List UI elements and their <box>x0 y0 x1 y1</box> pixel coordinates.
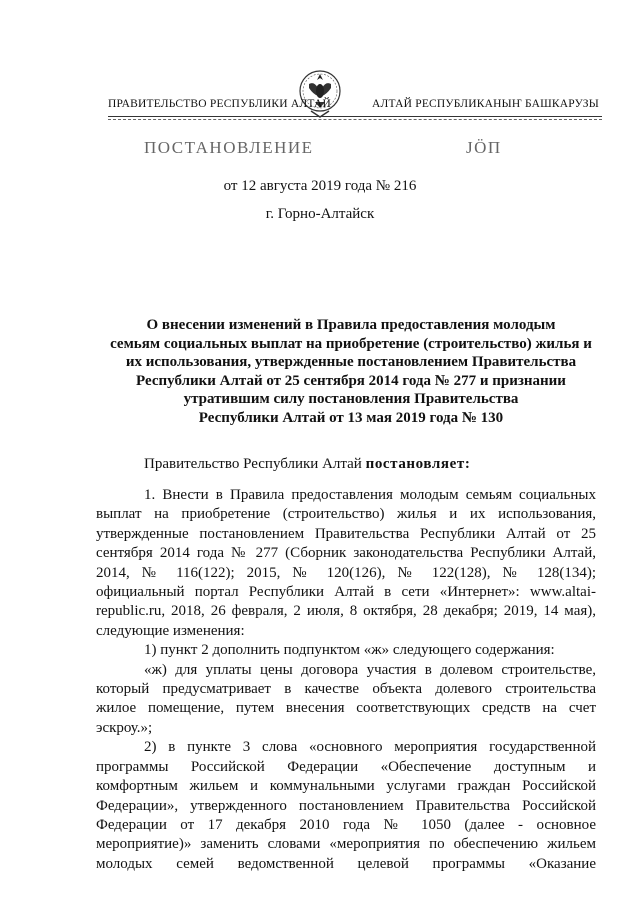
header-divider-secondary <box>108 119 602 120</box>
resolves-subject: Правительство Республики Алтай <box>144 456 362 472</box>
document-date-number: от 12 августа 2019 года № 216 <box>223 178 417 194</box>
body-line: выплат на приобретение (строительство) жилья и их использования, <box>96 506 596 523</box>
document-type: ПОСТАНОВЛЕНИЕ <box>144 138 314 157</box>
title-line: семьям социальных выплат на приобретение (строительство) жилья и <box>110 335 592 352</box>
body-line: сентября 2014 года № 277 (Сборник законодательства Республики Алтай, <box>96 545 596 562</box>
government-name-altai: АЛТАЙ РЕСПУБЛИКАНЫҤ БАШКАРУЗЫ <box>372 98 599 110</box>
body-line: 1) пункт 2 дополнить подпунктом «ж» следующего содержания: <box>144 642 555 659</box>
title-line: Республики Алтай от 25 сентября 2014 года № 277 и признании <box>136 372 566 389</box>
body-line: мероприятие)» заменить словами «мероприятия по обеспечению жильем <box>96 836 596 853</box>
body-line: официальный портал Республики Алтай в сети «Интернет»: www.altai- <box>96 584 596 601</box>
title-line: Республики Алтай от 13 мая 2019 года № 130 <box>198 409 504 426</box>
body-line: молодых семей ведомственной целевой программы «Оказание <box>96 855 596 872</box>
resolves-clause <box>144 456 470 473</box>
body-line: жилое помещение, путем внесения соответствующих средств на счет <box>96 700 596 717</box>
body-line: republic.ru, 2018, 26 февраля, 2 июля, 8 октября, 28 декабря; 2019, 14 мая), <box>96 603 596 620</box>
resolves-verb: постановляет: <box>365 456 471 472</box>
body-line: 2014, № 116(122); 2015, № 120(126), № 122(128), № 128(134); <box>96 564 596 581</box>
document-title <box>96 316 606 428</box>
body-line: Федерации от 17 декабря 2010 года № 1050 (далее - основное <box>96 816 596 833</box>
body-line: 1. Внести в Правила предоставления молодым семьям социальных <box>144 487 596 503</box>
document-body <box>96 486 596 874</box>
body-line: эскроу.»; <box>96 719 153 736</box>
header-divider <box>108 116 602 117</box>
body-line: программы Российской Федерации «Обеспечение доступным и <box>96 758 596 775</box>
title-line: О внесении изменений в Правила предоставления молодым <box>146 317 556 333</box>
body-line: 2) в пункте 3 слова «основного мероприятия государственной <box>144 739 596 756</box>
body-line: который предусматривает в качестве объекта долевого строительства <box>96 681 596 698</box>
document-type-altai: ЈӦП <box>466 138 502 157</box>
body-line: Федерации», утвержденного постановлением Правительства Российской <box>96 797 596 814</box>
title-line: утратившим силу постановления Правительства <box>183 391 519 408</box>
document-city: г. Горно-Алтайск <box>265 206 375 222</box>
government-name-russian: ПРАВИТЕЛЬСТВО РЕСПУБЛИКИ АЛТАЙ <box>108 98 332 110</box>
body-line: «ж) для уплаты цены договора участия в долевом строительстве, <box>144 661 596 678</box>
body-line: следующие изменения: <box>96 622 245 639</box>
body-line: утвержденные постановлением Правительства Республики Алтай от 25 <box>96 525 596 542</box>
coat-of-arms-icon <box>297 64 343 122</box>
title-line: их использования, утвержденные постановлением Правительства <box>125 354 577 371</box>
body-line: комфортным жильем и коммунальными услугами граждан Российской <box>96 778 596 795</box>
